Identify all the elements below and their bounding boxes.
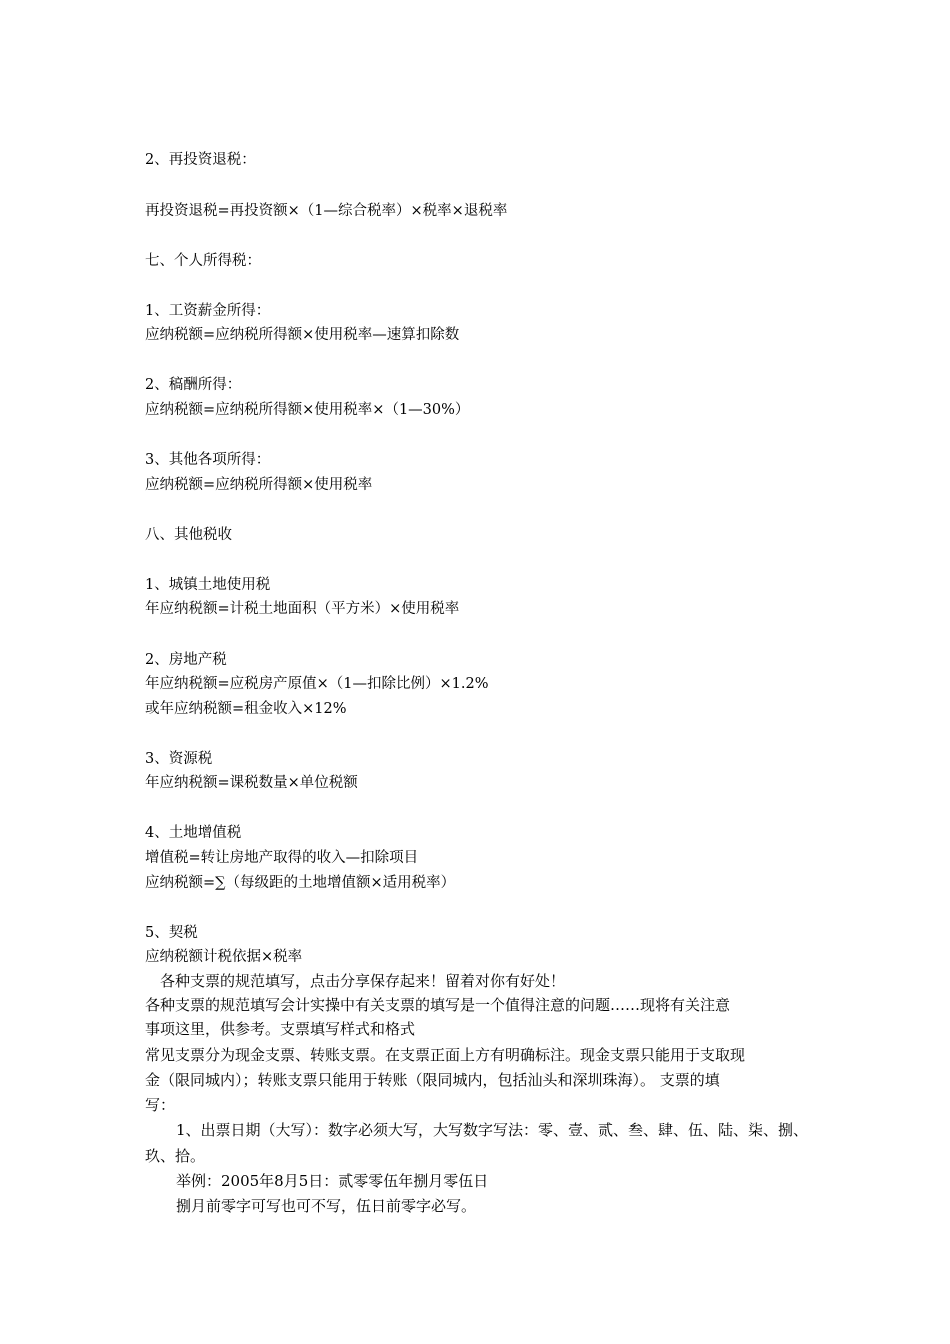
formula-other-income: 应纳税额=应纳税所得额×使用税率 <box>145 477 373 493</box>
cheque-date-example: 举例：2005年8月5日：贰零零伍年捌月零伍日 <box>176 1172 489 1190</box>
heading-deed-tax: 5、契税 <box>145 925 198 941</box>
formula-deed-tax: 应纳税额计税依据×税率 <box>145 949 303 965</box>
cheque-types-paragraph-line-1: 常见支票分为现金支票、转账支票。在支票正面上方有明确标注。现金支票只能用于支取现 <box>145 1046 746 1064</box>
cheque-date-rule-line-2: 玖、拾。 <box>145 1147 206 1165</box>
formula-land-value-added-tax: 应纳税额=∑（每级距的土地增值额×适用税率） <box>145 875 456 891</box>
heading-other-taxes: 八、其他税收 <box>145 527 232 543</box>
cheque-date-rule-line-1: 1、出票日期（大写）：数字必须大写，大写数字写法：零、壹、贰、叁、肆、伍、陆、柒、捌、 <box>176 1121 809 1139</box>
cheque-types-paragraph-line-2: 金（限同城内）；转账支票只能用于转账（限同城内，包括汕头和深圳珠海）。 支票的填 <box>145 1071 720 1089</box>
cheque-intro-paragraph-line-2: 事项这里，供参考。支票填写样式和格式 <box>145 1020 416 1038</box>
heading-salary-income: 1、工资薪金所得： <box>145 303 271 319</box>
cheque-intro-title: 各种支票的规范填写，点击分享保存起来！留着对你有好处！ <box>160 972 566 990</box>
heading-land-value-added-tax: 4、土地增值税 <box>145 825 242 841</box>
heading-reinvestment-refund: 2、再投资退税： <box>145 152 256 168</box>
formula-salary-income: 应纳税额=应纳税所得额×使用税率—速算扣除数 <box>145 327 460 343</box>
formula-property-tax-value: 年应纳税额=应税房产原值×（1—扣除比例）×1.2% <box>145 676 489 692</box>
formula-reinvestment-refund: 再投资退税=再投资额×（1—综合税率）×税率×退税率 <box>145 203 508 219</box>
formula-property-tax-rent: 或年应纳税额=租金收入×12% <box>145 701 347 717</box>
formula-land-value-added: 增值税=转让房地产取得的收入—扣除项目 <box>145 850 419 866</box>
heading-property-tax: 2、房地产税 <box>145 652 227 668</box>
heading-individual-income-tax: 七、个人所得税： <box>145 253 261 269</box>
cheque-date-note: 捌月前零字可写也可不写，伍日前零字必写。 <box>176 1197 477 1215</box>
formula-resource-tax: 年应纳税额=课税数量×单位税额 <box>145 775 358 791</box>
cheque-intro-paragraph-line-1: 各种支票的规范填写会计实操中有关支票的填写是一个值得注意的问题……现将有关注意 <box>145 996 731 1014</box>
formula-land-use-tax: 年应纳税额=计税土地面积（平方米）×使用税率 <box>145 601 460 617</box>
heading-remuneration-income: 2、稿酬所得： <box>145 377 242 393</box>
cheque-types-paragraph-line-3: 写： <box>145 1096 176 1114</box>
heading-other-income: 3、其他各项所得： <box>145 452 271 468</box>
heading-land-use-tax: 1、城镇土地使用税 <box>145 577 271 593</box>
heading-resource-tax: 3、资源税 <box>145 751 213 767</box>
formula-remuneration-income: 应纳税额=应纳税所得额×使用税率×（1—30%） <box>145 402 470 418</box>
